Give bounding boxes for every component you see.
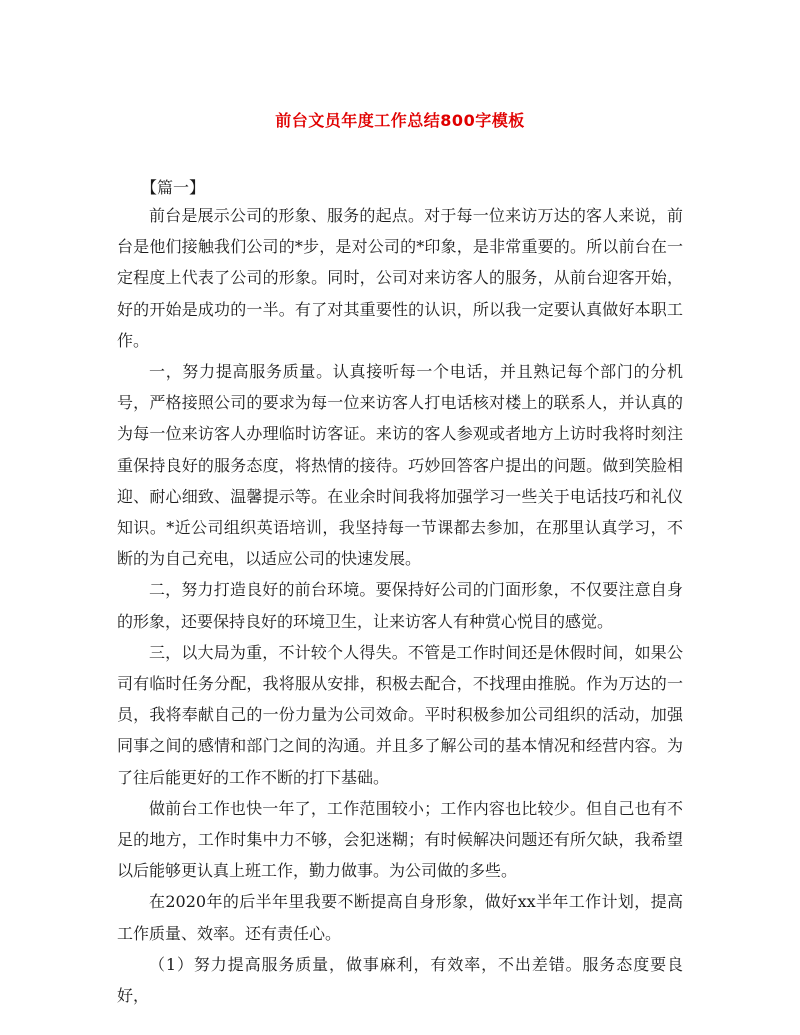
- paragraph: 二，努力打造良好的前台环境。要保持好公司的门面形象，不仅要注意自身的形象，还要保持良好的环境卫生，让来访客人有种赏心悦目的感觉。: [117, 580, 683, 631]
- paragraph: 一，努力提高服务质量。认真接听每一个电话，并且熟记每个部门的分机号，严格接照公司的要求为每一位来访客人打电话核对楼上的联系人，并认真的为每一位来访客人办理临时访客证。来访的客人参观或者地方上访时我将时刻注重保持良好的服务态度，将热情的接待。巧妙回答客户提出的问题。做到笑脸相迎、耐心细致、温馨提示等。在业余时间我将加强学习一些关于电话技巧和礼仪知识。*近公司组织英语培训，我坚持每一节课都去参加，在那里认真学习，不断的为自己充电，以适应公司的快速发展。: [117, 362, 683, 569]
- document-body: [117, 200, 683, 1011]
- paragraph: 前台是展示公司的形象、服务的起点。对于每一位来访万达的客人来说，前台是他们接触我们公司的*步，是对公司的*印象，是非常重要的。所以前台在一定程度上代表了公司的形象。同时，公司对来访客人的服务，从前台迎客开始，好的开始是成功的一半。有了对其重要性的认识，所以我一定要认真做好本职工作。: [117, 206, 683, 350]
- paragraph: 在2020年的后半年里我要不断提高自身形象，做好xx半年工作计划，提高工作质量、效率。还有责任心。: [117, 892, 683, 943]
- section-label: 【篇一】: [141, 178, 206, 197]
- paragraph: 三，以大局为重，不计较个人得失。不管是工作时间还是休假时间，如果公司有临时任务分配，我将服从安排，积极去配合，不找理由推脱。作为万达的一员，我将奉献自己的一份力量为公司效命。平时积极参加公司组织的活动，加强同事之间的感情和部门之间的沟通。并且多了解公司的基本情况和经营内容。为了往后能更好的工作不断的打下基础。: [117, 642, 683, 787]
- paragraph: （1）努力提高服务质量，做事麻利，有效率，不出差错。服务态度要良好，: [117, 954, 683, 1006]
- document-title: 前台文员年度工作总结800字模板: [275, 111, 525, 130]
- paragraph: 做前台工作也快一年了，工作范围较小；工作内容也比较少。但自己也有不足的地方，工作时集中力不够，会犯迷糊；有时候解决问题还有所欠缺，我希望以后能够更认真上班工作，勤力做事。为公司做的多些。: [117, 798, 683, 881]
